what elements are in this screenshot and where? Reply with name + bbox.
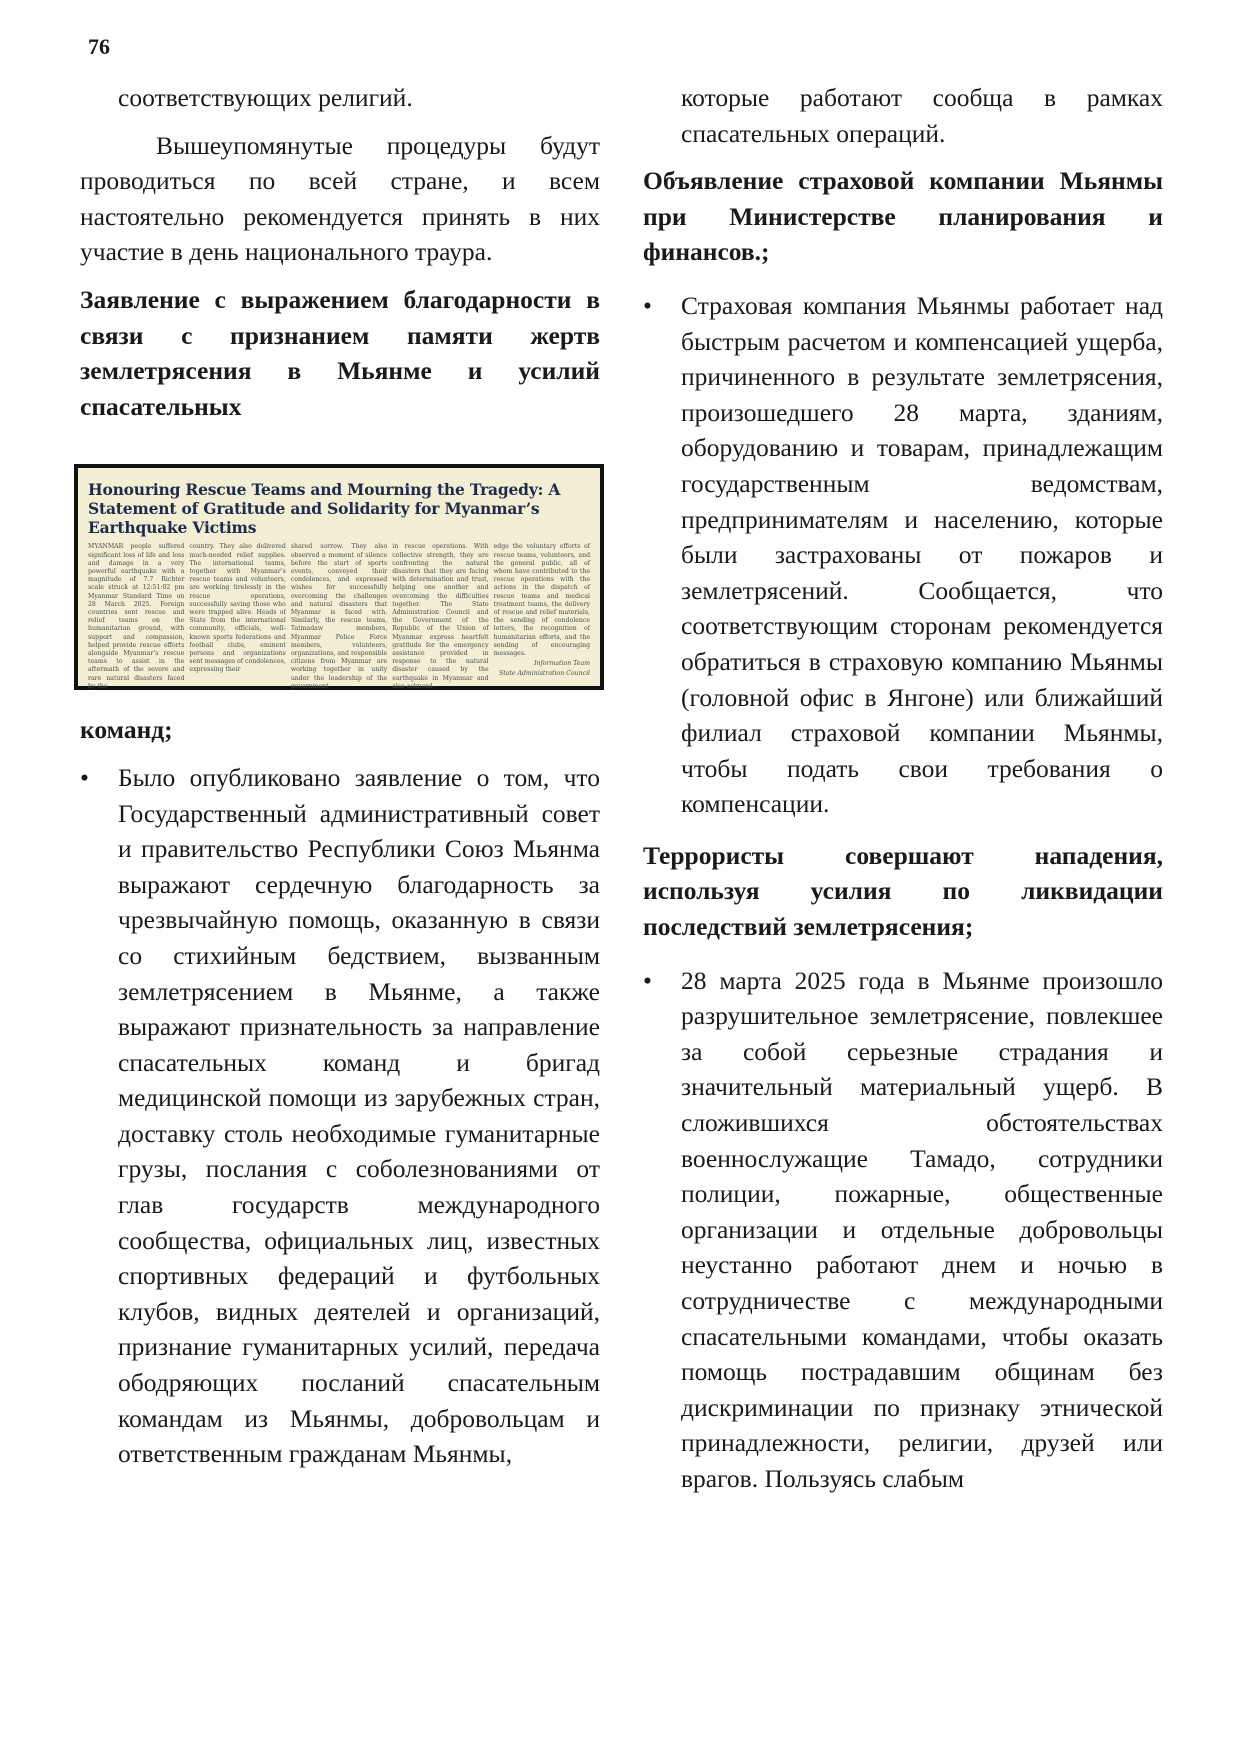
heading-gratitude-statement: Заявление с выражением благодарности в связи с признанием памяти жертв землетрясения в Мьянме и усилий спасательных — [80, 284, 600, 421]
left-column — [80, 80, 600, 1472]
heading-gratitude-statement-end: команд; — [80, 715, 173, 745]
heading-terrorists: Террористы совершают нападения, используя усилия по ликвидации последствий землетрясения; — [643, 840, 1163, 942]
paragraph-rescue-operations: которые работают сообща в рамках спасательных операций. — [681, 83, 1163, 148]
clipping-signature-team: Information Team — [534, 660, 591, 668]
clipping-column: in rescue operations. With collective strength, they are confronting the natural disasters that they are facing with determination and trust, helping one another and overcoming the difficulties together. The State Administration Council and the Government of the Republic of the Union of Myanmar express heartfelt gratitude for the emergency assistance provided in response to the natural disaster caused by the earthquake in Myanmar and also acknowl- — [392, 543, 489, 690]
page-number: 76 — [88, 34, 110, 59]
newspaper-clipping-image — [74, 464, 604, 690]
clipping-column: MYANMAR people suffered significant loss of life and loss and damage in a very powerful earthquake with a magnitude of 7.7 Richter scale struck at 12:51:02 pm Myanmar Standard Time on 28 March 2025. Foreign countries sent rescue and relief teams on the humanitarian ground, with support and compassion, helped provide rescue efforts alongside Myanmar’s rescue teams to assist in the aftermath of the severe and rare natural disasters faced by the — [88, 543, 185, 690]
bullet-earthquake: • 28 марта 2025 года в Мьянме произошло разрушительное землетрясение, повлекшее за собой серьезные страдания и значительный материальный ущерб. В сложившихся обстоятельствах военнослужащие Тамадо, сотрудники полиции, пожарные, общественные организации и отдельные добровольцы неустанно работают днем и ночью в сотрудничестве с международными спасательными командами, чтобы оказать помощь пострадавшим общинам без дискриминации по признаку этнической принадлежности, религии, друзей или врагов. Пользуясь слабым — [643, 963, 1163, 1497]
bullet-gratitude-statement: • Было опубликовано заявление о том, что Государственный административный совет и правительство Республики Союз Мьянма выражают сердечную благодарность за чрезвычайную помощь, оказанную в связи со стихийным бедствием, вызванным землетрясением в Мьянме, а также выражают признательность за направление спасательных команд и бригад медицинской помощи из зарубежных стран, доставку столь необходимые гуманитарные грузы, послания с соболезнованиями от глав государств международного сообщества, официальных лиц, известных спортивных федераций и футбольных клубов, видных деятелей и организаций, признание гуманитарных усилий, передача ободряющих посланий спасательным командам из Мьянмы, добровольцам и ответственным гражданам Мьянмы, — [80, 760, 600, 1472]
paragraph-religions: соответствующих религий. — [118, 83, 413, 112]
clipping-column: shared sorrow. They also observed a moment of silence before the start of sports events, conveyed their condolences, and expressed wishes for successfully overcoming the challenges and natural disasters that Myanmar is faced with. Similarly, the rescue teams, Tatmadaw members, Myanmar Police Force members, volunteers, organizations, and responsible citizens from Myanmar are working together in unity under the leadership of the government — [290, 543, 388, 690]
clipping-column-text: edge the voluntary efforts of rescue teams, volunteers, and the general public, all of whom have contributed to the rescue operations with the actions in the dispatch of rescue teams and medical treatment teams, the delivery of rescue and relief materials, the sending of condolence letters, the recognition of humanitarian efforts, and the sending of encouraging messages. — [493, 543, 591, 657]
clipping-column: country. They also delivered much-needed relief supplies. The international teams, together with Myanmar’s rescue teams and volunteers, are working tirelessly in the rescue operations, successfully saving those who were trapped alive. Heads of State from the international community, officials, well-known sports federations and football clubs, eminent persons and organizations sent messages of condolences, expressing their — [189, 543, 286, 674]
clipping-title: Honouring Rescue Teams and Mourning the Tragedy: A Statement of Gratitude and Solidarity for Myanmar’s Earthquake Victims — [88, 480, 561, 538]
clipping-body — [88, 543, 591, 690]
clipping-signature-council: State Administration Council — [498, 670, 591, 678]
paragraph-procedures: Вышеупомянутые процедуры будут проводиться по всей стране, и всем настоятельно рекомендуется принять в них участие в день национального траура. — [80, 130, 600, 267]
right-column — [643, 80, 1163, 1497]
heading-insurance-announcement: Объявление страховой компании Мьянмы при Министерстве планирования и финансов.; — [643, 166, 1163, 267]
bullet-insurance: • Страховая компания Мьянмы работает над быстрым расчетом и компенсацией ущерба, причиненного в результате землетрясения, произошедшего 28 марта, зданиям, оборудованию и товарам, принадлежащим государственным ведомствам, предпринимателям и населению, которые были застрахованы от пожаров и землетрясений. Сообщается, что соответствующим сторонам рекомендуется обратиться в страховую компанию Мьянмы (головной офис в Янгоне) или ближайший филиал страховой компании Мьянмы, чтобы подать свои требования о компенсации. — [643, 288, 1163, 822]
clipping-column — [493, 543, 591, 678]
